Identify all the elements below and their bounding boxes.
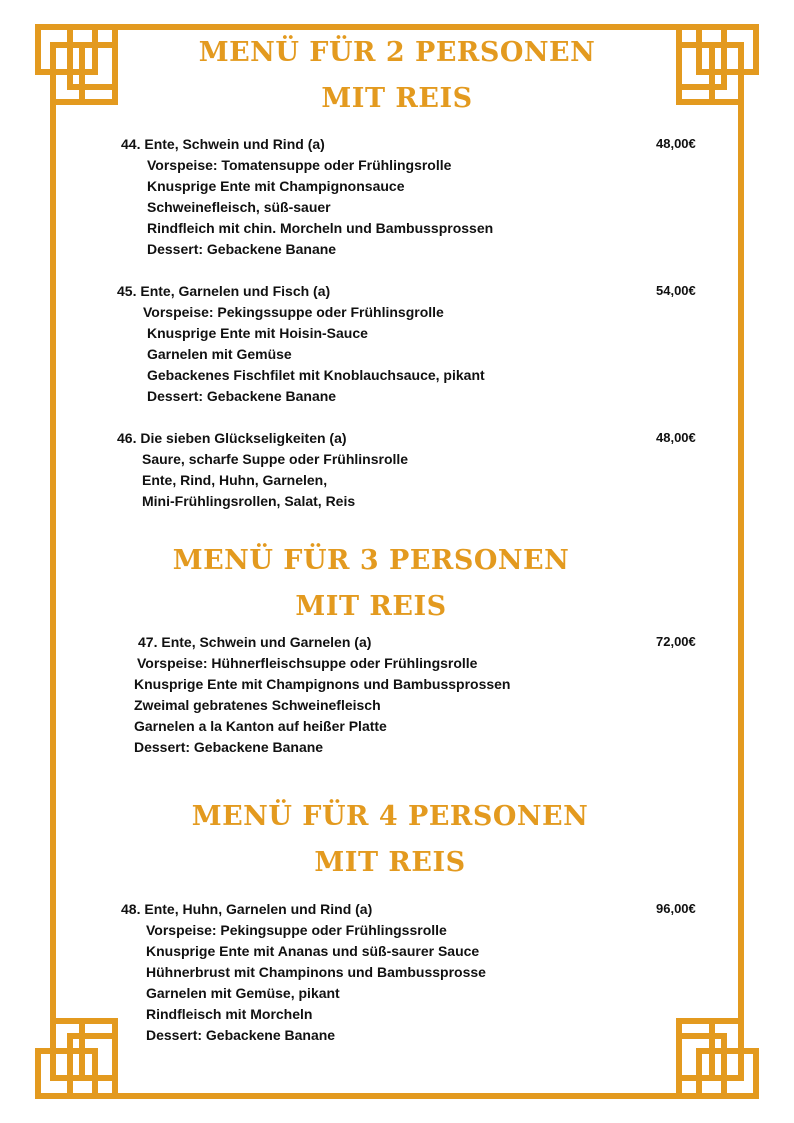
item-course: Vorspeise: Tomatensuppe oder Frühlingsrolle xyxy=(147,157,452,173)
item-course: Vorspeise: Pekingsuppe oder Frühlingssrolle xyxy=(146,922,447,938)
item-price: 96,00€ xyxy=(656,901,696,916)
heading-line: MIT REIS xyxy=(295,591,447,622)
item-course: Garnelen a la Kanton auf heißer Platte xyxy=(134,718,387,734)
item-course: Zweimal gebratenes Schweinefleisch xyxy=(134,697,381,713)
item-course: Garnelen mit Gemüse xyxy=(147,346,292,362)
item-course: Rindfleich mit chin. Morcheln und Bambussprossen xyxy=(147,220,494,236)
item-course: Knusprige Ente mit Champignonsauce xyxy=(147,178,405,194)
item-course: Mini-Frühlingsrollen, Salat, Reis xyxy=(142,493,356,509)
item-course: Ente, Rind, Huhn, Garnelen, xyxy=(142,472,328,488)
item-course: Rindfleisch mit Morcheln xyxy=(146,1006,313,1022)
menu-item-48 xyxy=(121,899,486,1046)
item-price: 72,00€ xyxy=(656,634,696,649)
heading-line: MENÜ FÜR 2 PERSONEN xyxy=(198,37,596,68)
corner-knot-bottom-right xyxy=(679,1021,756,1096)
item-course: Hühnerbrust mit Champinons und Bambussprosse xyxy=(146,964,486,980)
item-course: Dessert: Gebackene Banane xyxy=(147,241,337,257)
item-course: Saure, scharfe Suppe oder Frühlinsrolle xyxy=(142,451,409,467)
menu-item-46 xyxy=(117,428,408,512)
item-title: 46. Die sieben Glückseligkeiten (a) xyxy=(117,430,347,446)
item-price: 48,00€ xyxy=(656,430,696,445)
item-title: 48. Ente, Huhn, Garnelen und Rind (a) xyxy=(121,901,373,917)
heading-line: MENÜ FÜR 3 PERSONEN xyxy=(172,545,570,576)
section-heading-4-persons xyxy=(0,794,787,886)
heading-line: MENÜ FÜR 4 PERSONEN xyxy=(191,801,589,832)
item-course: Knusprige Ente mit Ananas und süß-saurer Sauce xyxy=(146,943,480,959)
item-price: 54,00€ xyxy=(656,283,696,298)
item-course: Knusprige Ente mit Hoisin-Sauce xyxy=(147,325,368,341)
item-course: Knusprige Ente mit Champignons und Bambussprossen xyxy=(134,676,511,692)
heading-line: MIT REIS xyxy=(314,847,466,878)
item-course: Garnelen mit Gemüse, pikant xyxy=(146,985,340,1001)
item-course: Vorspeise: Pekingssuppe oder Frühlinsgrolle xyxy=(143,304,444,320)
item-course: Schweinefleisch, süß-sauer xyxy=(147,199,331,215)
section-heading-3-persons xyxy=(0,538,768,630)
item-price: 48,00€ xyxy=(656,136,696,151)
item-course: Gebackenes Fischfilet mit Knoblauchsauce, pikant xyxy=(147,367,485,383)
item-course: Dessert: Gebackene Banane xyxy=(147,388,337,404)
item-course: Dessert: Gebackene Banane xyxy=(134,739,324,755)
corner-knot-bottom-left xyxy=(38,1021,115,1096)
item-course: Dessert: Gebackene Banane xyxy=(146,1027,336,1043)
section-heading-2-persons xyxy=(0,30,794,122)
menu-item-44 xyxy=(121,134,493,260)
item-course: Vorspeise: Hühnerfleischsuppe oder Frühlingsrolle xyxy=(137,655,478,671)
heading-line: MIT REIS xyxy=(321,83,473,114)
item-title: 47. Ente, Schwein und Garnelen (a) xyxy=(138,634,372,650)
menu-item-47 xyxy=(134,632,510,758)
item-title: 45. Ente, Garnelen und Fisch (a) xyxy=(117,283,331,299)
item-title: 44. Ente, Schwein und Rind (a) xyxy=(121,136,325,152)
menu-item-45 xyxy=(117,281,485,407)
